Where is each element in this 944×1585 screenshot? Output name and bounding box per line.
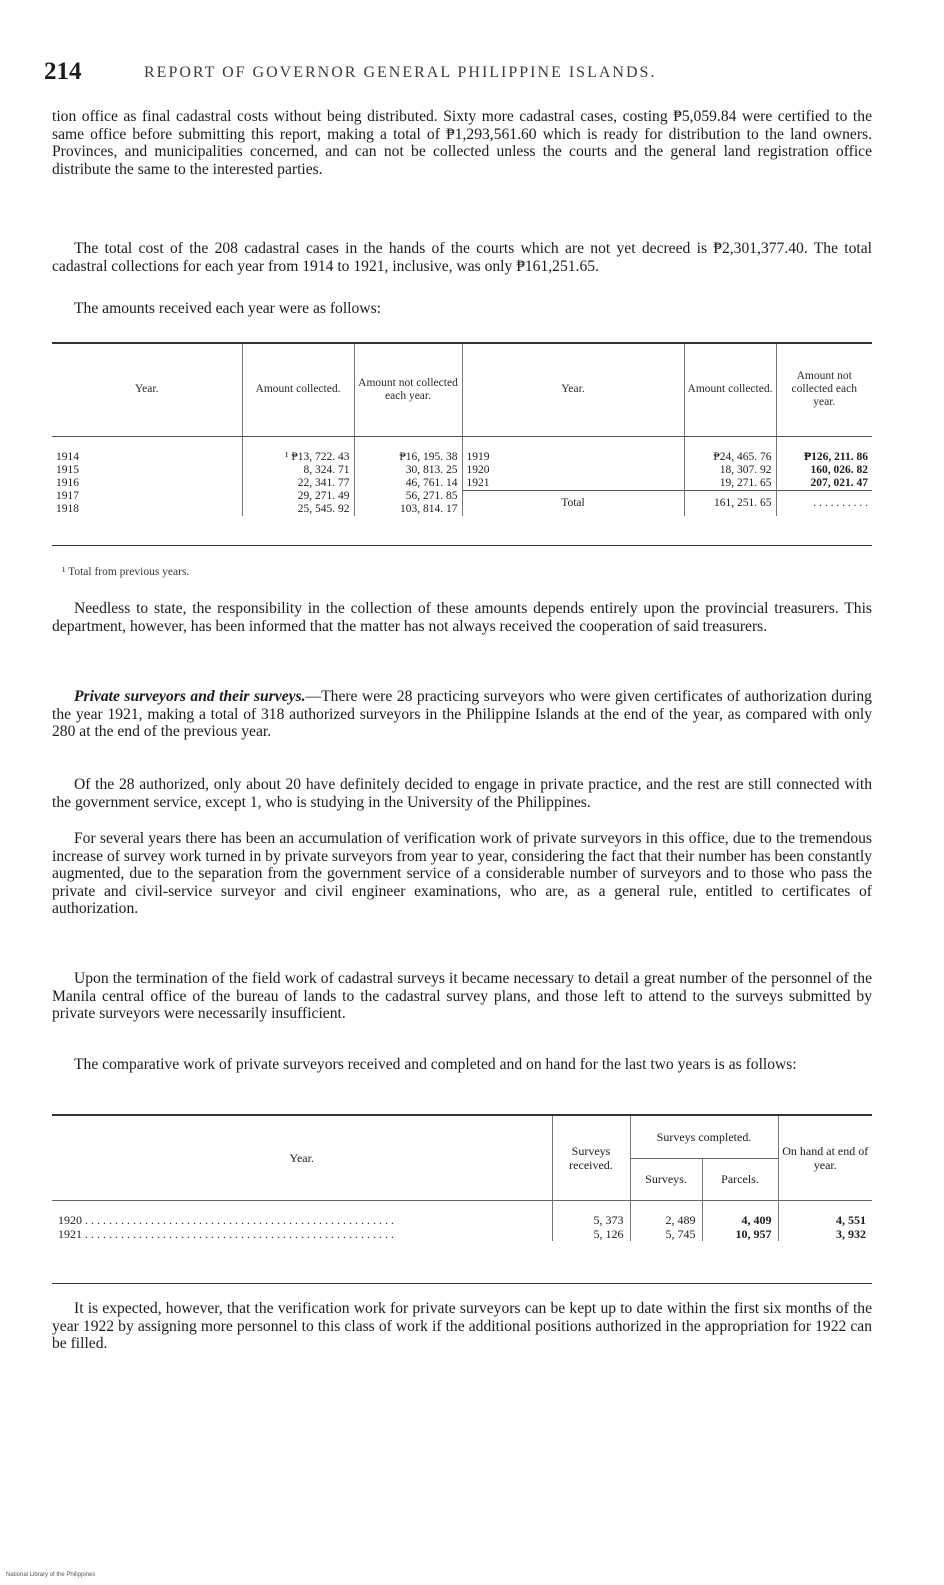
year-cell: 1920 . . . . . . . . . . . . . . . . . . . . . . . . . . . . . . . . . . . . . . . . . . . . . . . . . . . . [58,1212,394,1227]
header-amount-collected: Amount collected. [242,344,354,436]
received-cell: 5, 126 [552,1227,630,1241]
table-row [52,477,872,491]
table-row [52,1200,872,1227]
not-collected-cell: 56, 271. 85 [354,490,462,503]
not-collected-cell: ₱126, 211. 86 [776,436,872,464]
year-cell: 1914 [56,450,79,463]
paragraph-6: Of the 28 authorized, only about 20 have definitely decided to engage in private practice, and the rest are still connected with the government service, except 1, who is studying in the University of the Philippines. [52,776,872,811]
paragraph-10: It is expected, however, that the verification work for private surveyors can be kept up to date within the first six months of the year 1922 by assigning more personnel to this class of work if the additional positions authorized in the appropriation for 1922 can be filled. [52,1300,872,1353]
paragraph-4: Needless to state, the responsibility in the collection of these amounts depends entirely upon the provincial treasurers. This department, however, has been informed that the matter has not always received the cooperation of said treasurers. [52,600,872,635]
collected-cell: 19, 271. 65 [684,477,776,491]
page-header [44,58,900,90]
parcels-cell: 10, 957 [702,1227,778,1241]
year-cell: 1919 [462,436,684,464]
header-on-hand: On hand at end of year. [778,1116,872,1200]
year-cell: 1921 . . . . . . . . . . . . . . . . . . . . . . . . . . . . . . . . . . . . . . . . . . . . . . . . . . . . [58,1226,394,1241]
header-surveys-received: Surveys received. [552,1116,630,1200]
table-rule-bottom [52,545,872,546]
header-year: Year. [52,344,242,436]
header-parcels: Parcels. [702,1158,778,1200]
not-collected-cell: 207, 021. 47 [776,477,872,491]
collected-cell: 22, 341. 77 [242,477,354,491]
header-amount-not-collected: Amount not collected each year. [354,344,462,436]
table-row [52,464,872,477]
collected-cell: 8, 324. 71 [242,464,354,477]
paragraph-8: Upon the termination of the field work of cadastral surveys it became necessary to detail a great number of the personnel of the Manila central office of the bureau of lands to the cadastral survey plans, and those left to attend to the surveys submitted by private surveyors were necessarily insufficient. [52,970,872,1023]
year-cell: 1917 [56,490,79,502]
collected-cell: 29, 271. 49 [242,490,354,503]
year-cell: 1920 [462,464,684,477]
paragraph-7: For several years there has been an accumulation of verification work of private surveyors in this office, due to the tremendous increase of survey work turned in by private surveyors from year to year, considering the fact that their number has been constantly augmented, due to the separation from the government service of a considerable number of surveyors and to those who pass the private and civil-service surveyor and civil engineer examinations, who are, as a general rule, entitled to certificates of authorization. [52,830,872,918]
paragraph-1: tion office as final cadastral costs without being distributed. Sixty more cadastral cases, costing ₱5,059.84 were certified to the same office before submitting this report, making a total of ₱1,293,561.60 which is ready for distribution to the land owners. Provinces, and municipalities concerned, and can not be collected unless the courts and the general land registration office distribute the same to the interested parties. [52,108,872,178]
surveys-table [52,1116,872,1241]
year-cell: 1915 [56,463,79,476]
total-label: Total [462,490,684,516]
on-hand-cell: 3, 932 [778,1227,872,1241]
paragraph-3: The amounts received each year were as follows: [74,300,381,317]
paragraph-9: The comparative work of private surveyors received and completed and on hand for the last two years is as follows: [74,1056,797,1073]
collected-cell: 18, 307. 92 [684,464,776,477]
header-amount-not-collected-2: Amount not collected each year. [776,344,872,436]
year-cell: 1916 [56,476,79,489]
table-row [52,1227,872,1241]
surveys-cell: 5, 745 [630,1227,702,1241]
collections-table [52,344,872,516]
not-collected-cell: 30, 813. 25 [354,464,462,477]
year-cell: 1918 [56,503,79,515]
not-collected-cell: 46, 761. 14 [354,477,462,491]
table-row [52,490,872,503]
collected-cell: 25, 545. 92 [242,503,354,516]
table-row [52,436,872,464]
year-cell: 1921 [462,477,684,491]
running-title: REPORT OF GOVERNOR GENERAL PHILIPPINE ISLANDS. [144,64,657,81]
not-collected-cell: 160, 026. 82 [776,464,872,477]
paragraph-5 [52,688,872,741]
header-amount-collected-2: Amount collected. [684,344,776,436]
header-surveys-completed: Surveys completed. [630,1116,778,1158]
total-not-collected: . . . . . . . . . . [776,490,872,516]
collected-cell: ₱24, 465. 76 [684,436,776,464]
section-text: —There were 28 practicing surveyors who were given certificates of authorization during the year 1921, making a total of 318 authorized surveyors in the Philippine Islands at the end of the year, as compared with only 280 at the end of the previous year. [52,688,872,741]
not-collected-cell: ₱16, 195. 38 [354,436,462,464]
table-rule-bottom [52,1283,872,1284]
collected-cell: ¹ ₱13, 722. 43 [242,436,354,464]
on-hand-cell: 4, 551 [778,1200,872,1227]
paragraph-2: The total cost of the 208 cadastral cases in the hands of the courts which are not yet decreed is ₱2,301,377.40. The total cadastral collections for each year from 1914 to 1921, inclusive, was only ₱161,251.65. [52,240,872,275]
footnote: ¹ Total from previous years. [62,566,190,578]
not-collected-cell: 103, 814. 17 [354,503,462,516]
received-cell: 5, 373 [552,1200,630,1227]
header-surveys: Surveys. [630,1158,702,1200]
section-heading: Private surveyors and their surveys. [74,688,306,705]
page-number: 214 [44,58,82,85]
library-imprint: National Library of the Philippines [6,1572,96,1578]
total-collected: 161, 251. 65 [684,490,776,516]
header-year: Year. [52,1116,552,1200]
surveys-cell: 2, 489 [630,1200,702,1227]
parcels-cell: 4, 409 [702,1200,778,1227]
header-year-2: Year. [462,344,684,436]
